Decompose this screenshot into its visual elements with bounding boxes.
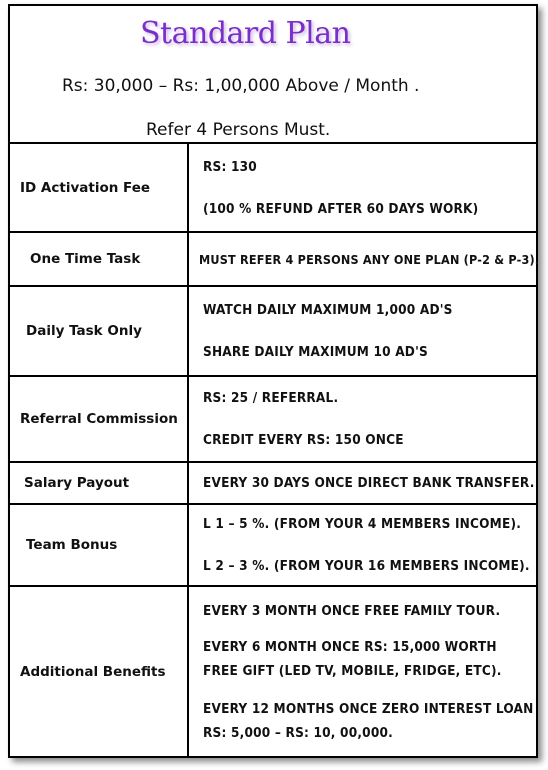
value-line: EVERY 6 MONTH ONCE RS: 15,000 WORTH	[203, 638, 497, 655]
table-row	[10, 144, 536, 232]
row-value	[188, 504, 536, 586]
plan-card	[8, 4, 538, 758]
row-value	[188, 462, 536, 504]
plan-details-table	[10, 144, 540, 756]
row-label: Additional Benefits	[10, 586, 188, 756]
table-row	[10, 586, 536, 756]
value-line: CREDIT EVERY RS: 150 ONCE	[203, 432, 404, 448]
row-label: ID Activation Fee	[10, 144, 188, 232]
value-line: RS: 130	[203, 158, 257, 175]
value-line: WATCH DAILY MAXIMUM 1,000 AD'S	[203, 302, 453, 318]
table-row	[10, 376, 536, 462]
row-label: Referral Commission	[10, 376, 188, 462]
row-value	[188, 232, 540, 286]
plan-title: Standard Plan	[140, 16, 351, 51]
table-row	[10, 504, 536, 586]
row-label: One Time Task	[10, 232, 188, 286]
value-line: RS: 25 / REFERRAL.	[203, 390, 339, 406]
income-range: Rs: 30,000 – Rs: 1,00,000 Above / Month .	[62, 76, 420, 96]
value-line: L 2 – 3 %. (FROM YOUR 16 MEMBERS INCOME).	[203, 558, 530, 574]
value-line: EVERY 12 MONTHS ONCE ZERO INTEREST LOAN	[203, 700, 534, 717]
plan-header	[10, 6, 536, 144]
value-line: MUST REFER 4 PERSONS ANY ONE PLAN (P-2 & P-3).	[199, 251, 540, 267]
table-row	[10, 462, 536, 504]
row-value	[188, 376, 536, 462]
value-line: SHARE DAILY MAXIMUM 10 AD'S	[203, 344, 428, 360]
row-label: Daily Task Only	[10, 286, 188, 376]
table-row	[10, 286, 536, 376]
table-row	[10, 232, 536, 286]
refer-note: Refer 4 Persons Must.	[146, 120, 331, 140]
value-line: (100 % REFUND AFTER 60 DAYS WORK)	[203, 200, 479, 217]
row-label: Team Bonus	[10, 504, 188, 586]
row-value	[188, 286, 536, 376]
row-label: Salary Payout	[10, 462, 188, 504]
value-line: EVERY 30 DAYS ONCE DIRECT BANK TRANSFER.	[203, 475, 535, 491]
value-line: FREE GIFT (LED TV, MOBILE, FRIDGE, ETC).	[203, 662, 502, 679]
value-line: L 1 – 5 %. (FROM YOUR 4 MEMBERS INCOME).	[203, 516, 522, 532]
value-line: EVERY 3 MONTH ONCE FREE FAMILY TOUR.	[203, 602, 501, 619]
row-value	[188, 586, 536, 756]
row-value	[188, 144, 536, 232]
value-line: RS: 5,000 – RS: 10, 00,000.	[203, 724, 393, 741]
